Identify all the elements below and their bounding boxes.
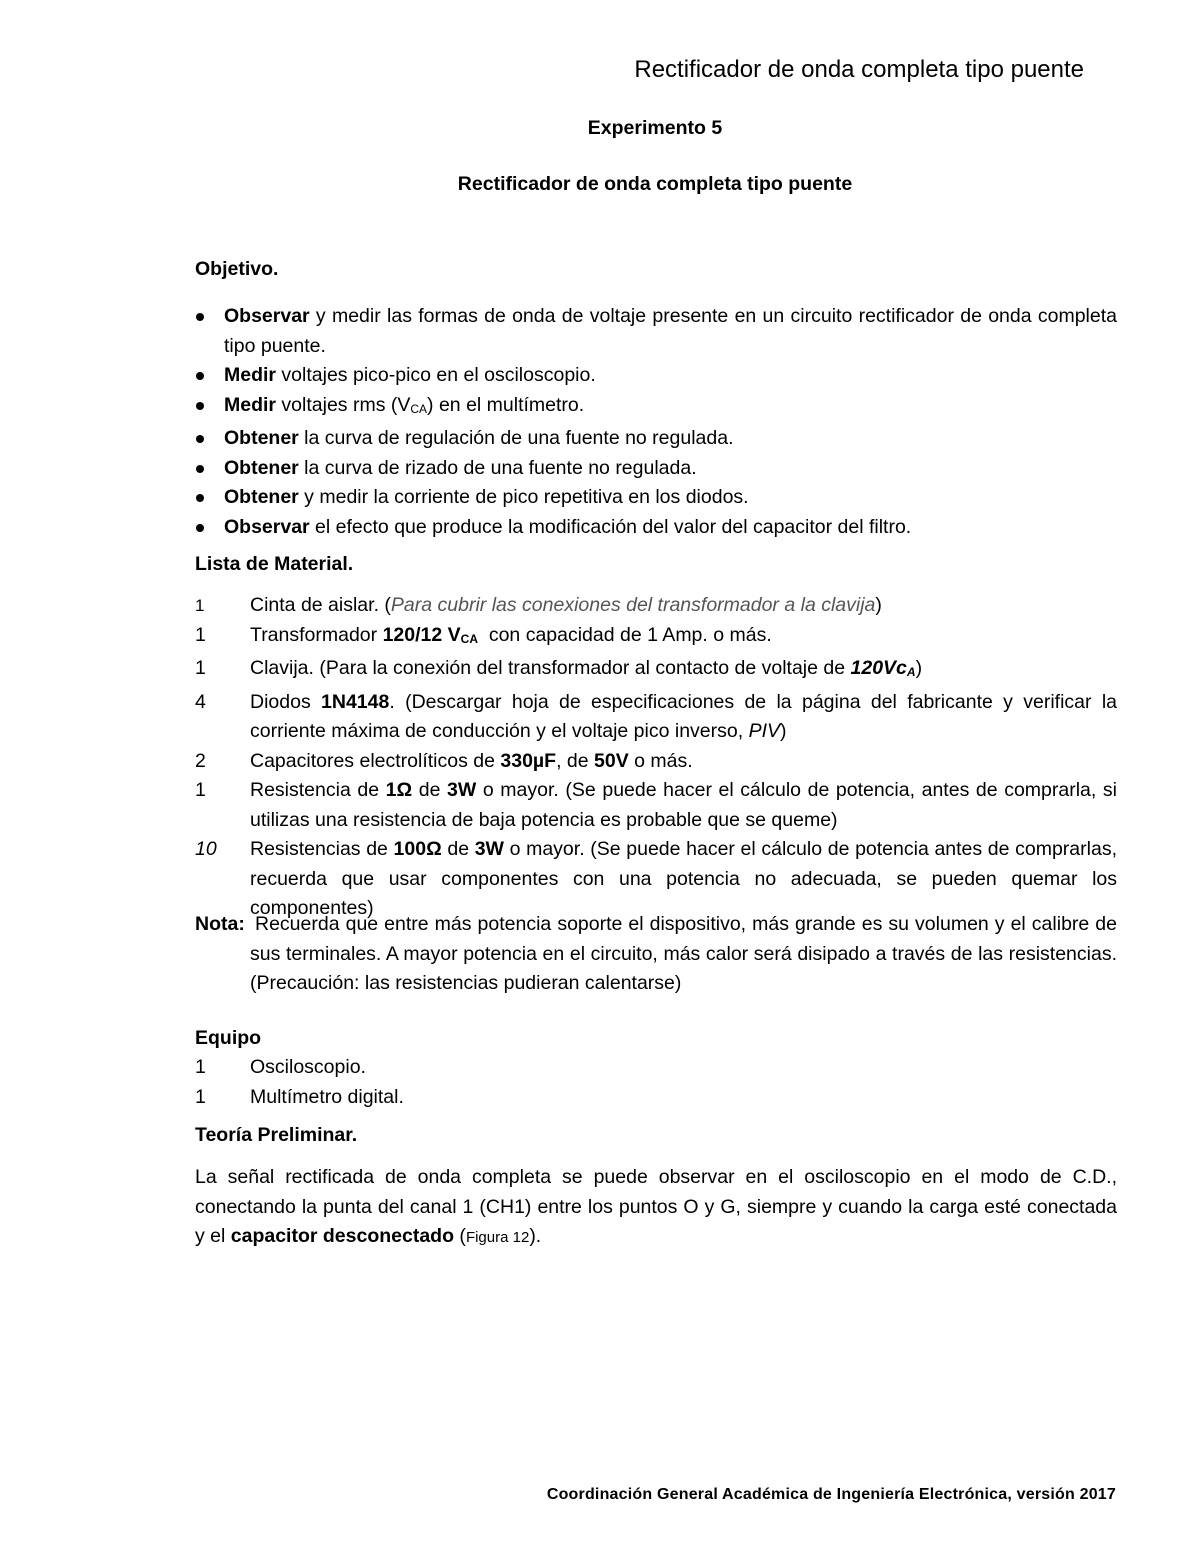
objective-item: Observar y medir las formas de onda de voltaje presente en un circuito rectificador de onda completa tipo puente. xyxy=(195,302,1117,361)
bullet-icon xyxy=(196,435,204,443)
experiment-number: Experimento 5 xyxy=(587,117,723,139)
bullet-icon xyxy=(196,313,204,321)
objective-item: Obtener la curva de rizado de una fuente no regulada. xyxy=(195,454,1117,484)
material-row: 1 Resistencia de 1Ω de 3W o mayor. (Se puede hacer el cálculo de potencia, antes de comprarla, si utilizas una resistencia de baja potencia es probable que se queme) xyxy=(195,779,1117,831)
material-heading: Lista de Material. xyxy=(195,553,354,575)
bullet-icon xyxy=(196,524,204,532)
objective-item: Observar el efecto que produce la modificación del valor del capacitor del filtro. xyxy=(195,513,1117,543)
material-note xyxy=(195,910,1117,999)
material-row: 1 Transformador 120/12 VCA con capacidad de 1 Amp. o más. xyxy=(195,623,772,646)
note-label: Nota: xyxy=(195,913,245,935)
bullet-icon xyxy=(196,494,204,502)
objective-item: Obtener y medir la corriente de pico repetitiva en los diodos. xyxy=(195,483,1117,513)
bullet-icon xyxy=(196,465,204,473)
theory-heading: Teoría Preliminar. xyxy=(195,1124,358,1146)
note-text: Recuerda que entre más potencia soporte el dispositivo, más grande es su volumen y el calibre de sus terminales. A mayor potencia en el circuito, más calor será disipado a través de las resistencias. (Precaución: las resistencias pudieran calentarse) xyxy=(250,913,1117,994)
equipment-row: 1 Multímetro digital. xyxy=(195,1085,404,1108)
objective-item: Obtener la curva de regulación de una fuente no regulada. xyxy=(195,424,1117,454)
bullet-icon xyxy=(196,372,204,380)
objective-item: Medir voltajes rms (VCA) en el multímetro. xyxy=(195,391,1117,425)
material-row: 4 Diodos 1N4148. (Descargar hoja de especificaciones de la página del fabricante y verificar la corriente máxima de conducción y el voltaje pico inverso, PIV) xyxy=(195,690,1117,742)
running-header: Rectificador de onda completa tipo puente xyxy=(634,56,1084,83)
material-row: 2 Capacitores electrolíticos de 330µF, de 50V o más. xyxy=(195,749,693,772)
theory-paragraph: La señal rectificada de onda completa se puede observar en el osciloscopio en el modo de C.D., conectando la punta del canal 1 (CH1) entre los puntos O y G, siempre y cuando la carga esté conectada y el capacitor desconectado (Figura 12). xyxy=(195,1166,1117,1247)
material-row: 1 Clavija. (Para la conexión del transformador al contacto de voltaje de 120VcA) xyxy=(195,657,923,679)
experiment-title: Rectificador de onda completa tipo puente xyxy=(457,173,853,195)
material-row: 10 Resistencias de 100Ω de 3W o mayor. (Se puede hacer el cálculo de potencia antes de comprarlas, recuerda que usar componentes con una potencia no adecuada, se pueden quemar los componentes) xyxy=(195,838,1117,919)
objective-heading: Objetivo. xyxy=(195,258,279,280)
equipment-row: 1 Osciloscopio. xyxy=(195,1056,366,1078)
equipment-heading: Equipo xyxy=(195,1027,262,1049)
objective-item: Medir voltajes pico-pico en el osciloscopio. xyxy=(195,361,1117,391)
equipment-list xyxy=(195,1053,1117,1112)
material-list xyxy=(195,591,1117,924)
objective-list xyxy=(195,302,1117,542)
material-row: 1 Cinta de aislar. (Para cubrir las conexiones del transformador a la clavija) xyxy=(195,594,882,616)
figure-reference: Figura 12 xyxy=(465,1229,530,1246)
page-footer: Coordinación General Académica de Ingeniería Electrónica, versión 2017 xyxy=(546,1486,1116,1503)
bullet-icon xyxy=(196,402,204,410)
